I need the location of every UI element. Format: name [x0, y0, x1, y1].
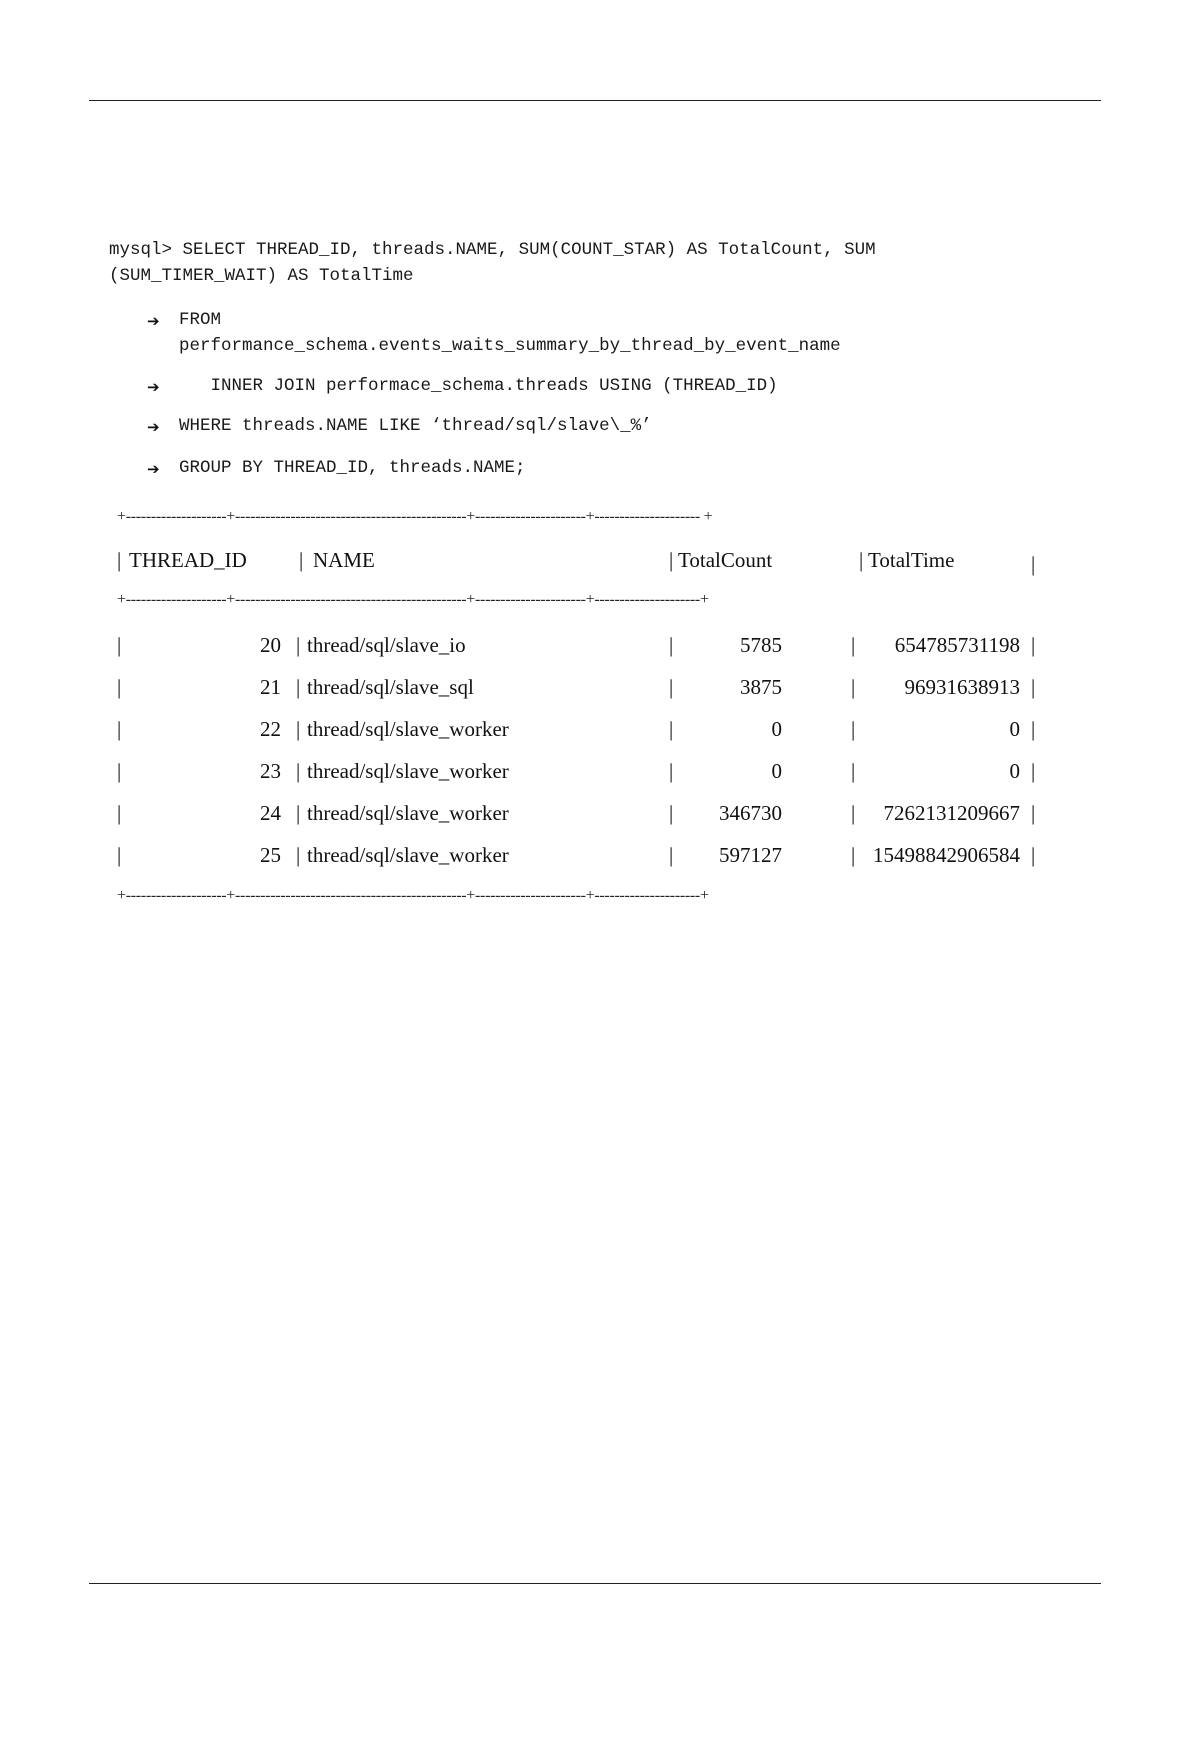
pipe: |	[1031, 759, 1036, 783]
pipe: |	[669, 801, 674, 825]
footer-rule	[89, 1583, 1101, 1584]
pipe: |	[1031, 675, 1036, 699]
pipe: |	[669, 843, 674, 867]
pipe: |	[1031, 801, 1036, 825]
cell-name: thread/sql/slave_worker	[307, 843, 509, 867]
continuation-text: FROM	[179, 310, 222, 330]
header-rule	[89, 100, 1101, 101]
pipe: |	[299, 548, 304, 572]
query-line-2: (SUM_TIMER_WAIT) AS TotalTime	[109, 266, 414, 286]
cell-name: thread/sql/slave_io	[307, 633, 466, 657]
cell-name: thread/sql/slave_sql	[307, 675, 474, 699]
cell-name: thread/sql/slave_worker	[307, 717, 509, 741]
pipe: |	[296, 801, 301, 825]
arrow-icon: ➔	[147, 418, 160, 436]
pipe: |	[669, 717, 674, 741]
pipe: |	[669, 675, 674, 699]
pipe: |	[1031, 633, 1036, 657]
column-header-total-count: TotalCount	[678, 548, 773, 572]
cell-total-count: 3875	[740, 675, 782, 699]
continuation-text: GROUP BY THREAD_ID, threads.NAME;	[179, 458, 526, 478]
pipe: |	[851, 633, 856, 657]
table-border-bottom: +--------------------+----------------------------------------------+----------------------+---------------------+	[117, 887, 709, 904]
arrow-icon: ➔	[147, 312, 160, 330]
cell-thread-id: 22	[260, 717, 281, 741]
pipe: |	[669, 759, 674, 783]
cell-name: thread/sql/slave_worker	[307, 801, 509, 825]
pipe: |	[859, 548, 864, 572]
pipe: |	[296, 675, 301, 699]
table-border-top: +--------------------+----------------------------------------------+----------------------+--------------------- +	[117, 508, 713, 525]
cell-thread-id: 24	[260, 801, 281, 825]
pipe: |	[117, 759, 122, 783]
cell-total-time: 0	[1009, 759, 1020, 783]
cell-total-time: 654785731198	[894, 633, 1020, 657]
cell-total-time: 96931638913	[904, 675, 1020, 699]
pipe: |	[851, 801, 856, 825]
continuation-text: INNER JOIN performace_schema.threads USING (THREAD_ID)	[179, 376, 778, 396]
pipe: |	[1031, 552, 1036, 576]
cell-total-time: 0	[1009, 717, 1020, 741]
pipe: |	[117, 548, 122, 572]
table-row	[0, 500, 1191, 750]
pipe: |	[296, 843, 301, 867]
pipe: |	[117, 717, 122, 741]
column-header-name: NAME	[313, 548, 375, 572]
pipe: |	[117, 801, 122, 825]
pipe: |	[851, 717, 856, 741]
pipe: |	[117, 633, 122, 657]
pipe: |	[851, 675, 856, 699]
column-header-total-time: TotalTime	[868, 548, 955, 572]
cell-name: thread/sql/slave_worker	[307, 759, 509, 783]
pipe: |	[669, 548, 674, 572]
pipe: |	[1031, 843, 1036, 867]
pipe: |	[851, 843, 856, 867]
pipe: |	[1031, 717, 1036, 741]
continuation-text: performance_schema.events_waits_summary_by_thread_by_event_name	[179, 336, 841, 356]
cell-total-time: 7262131209667	[883, 801, 1020, 825]
cell-thread-id: 23	[260, 759, 281, 783]
pipe: |	[117, 843, 122, 867]
pipe: |	[296, 759, 301, 783]
cell-total-time: 15498842906584	[873, 843, 1020, 867]
column-header-thread-id: THREAD_ID	[129, 548, 247, 572]
arrow-icon: ➔	[147, 460, 160, 478]
pipe: |	[296, 717, 301, 741]
table-row	[0, 843, 1191, 1750]
cell-total-count: 0	[771, 717, 782, 741]
pipe: |	[669, 633, 674, 657]
pipe: |	[851, 759, 856, 783]
table-border-mid: +--------------------+----------------------------------------------+----------------------+---------------------+	[117, 591, 709, 608]
table-row	[0, 717, 1191, 1000]
cell-thread-id: 21	[260, 675, 281, 699]
cell-thread-id: 25	[260, 843, 281, 867]
cell-thread-id: 20	[260, 633, 281, 657]
cell-total-count: 5785	[740, 633, 782, 657]
pipe: |	[296, 633, 301, 657]
cell-total-count: 346730	[719, 801, 782, 825]
cell-total-count: 597127	[719, 843, 782, 867]
continuation-text: WHERE threads.NAME LIKE ‘thread/sql/slave\_%’	[179, 416, 652, 436]
query-line-1: mysql> SELECT THREAD_ID, threads.NAME, SUM(COUNT_STAR) AS TotalCount, SUM	[109, 240, 876, 260]
cell-total-count: 0	[771, 759, 782, 783]
arrow-icon: ➔	[147, 378, 160, 396]
pipe: |	[117, 675, 122, 699]
